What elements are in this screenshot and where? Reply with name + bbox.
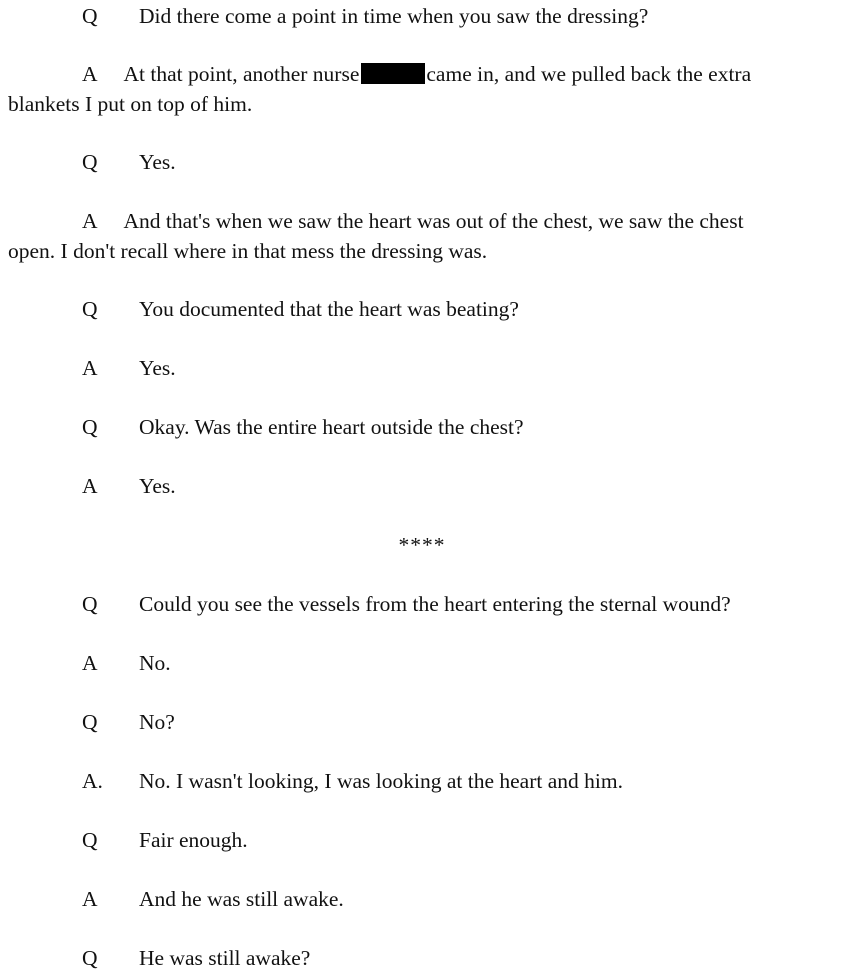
speaker-label: A — [82, 209, 98, 233]
answer-text: And that's when we saw the heart was out of the chest, we saw the chest — [123, 209, 744, 233]
answer-text: Yes. — [139, 356, 176, 380]
answer-text: No. I wasn't looking, I was looking at the heart and him. — [139, 769, 623, 793]
redaction-block — [361, 63, 425, 84]
section-separator: **** — [398, 533, 446, 557]
answer-text: Yes. — [139, 474, 176, 498]
speaker-label: Q — [82, 297, 98, 321]
speaker-label: A — [82, 356, 98, 380]
speaker-label: Q — [82, 946, 98, 970]
question-text: He was still awake? — [139, 946, 311, 970]
speaker-label: Q — [82, 150, 98, 174]
question-text: Did there come a point in time when you saw the dressing? — [139, 4, 649, 28]
transcript-answer — [8, 206, 836, 266]
question-text: Okay. Was the entire heart outside the chest? — [139, 415, 524, 439]
question-text: You documented that the heart was beating? — [139, 297, 519, 321]
speaker-label: A — [82, 887, 98, 911]
answer-continuation-line: blankets I put on top of him. — [8, 92, 253, 116]
speaker-label: A — [82, 651, 98, 675]
question-text: Yes. — [139, 150, 176, 174]
speaker-label: Q — [82, 415, 98, 439]
question-text: No? — [139, 710, 175, 734]
question-text: Fair enough. — [139, 828, 248, 852]
answer-first-line — [8, 206, 836, 236]
question-text: Could you see the vessels from the heart entering the sternal wound? — [139, 592, 731, 616]
answer-first-line — [8, 59, 836, 89]
answer-text-after-redaction: came in, and we pulled back the extra — [426, 62, 752, 86]
speaker-label: A — [82, 474, 98, 498]
speaker-label: A — [82, 62, 98, 86]
transcript-answer — [8, 59, 836, 119]
answer-continuation-line: open. I don't recall where in that mess the dressing was. — [8, 239, 488, 263]
speaker-label: A. — [82, 769, 103, 793]
answer-text: And he was still awake. — [139, 887, 344, 911]
speaker-label: Q — [82, 710, 98, 734]
answer-text: No. — [139, 651, 171, 675]
speaker-label: Q — [82, 592, 98, 616]
speaker-label: Q — [82, 828, 98, 852]
speaker-label: Q — [82, 4, 98, 28]
answer-text-before-redaction: At that point, another nurse — [123, 62, 360, 86]
